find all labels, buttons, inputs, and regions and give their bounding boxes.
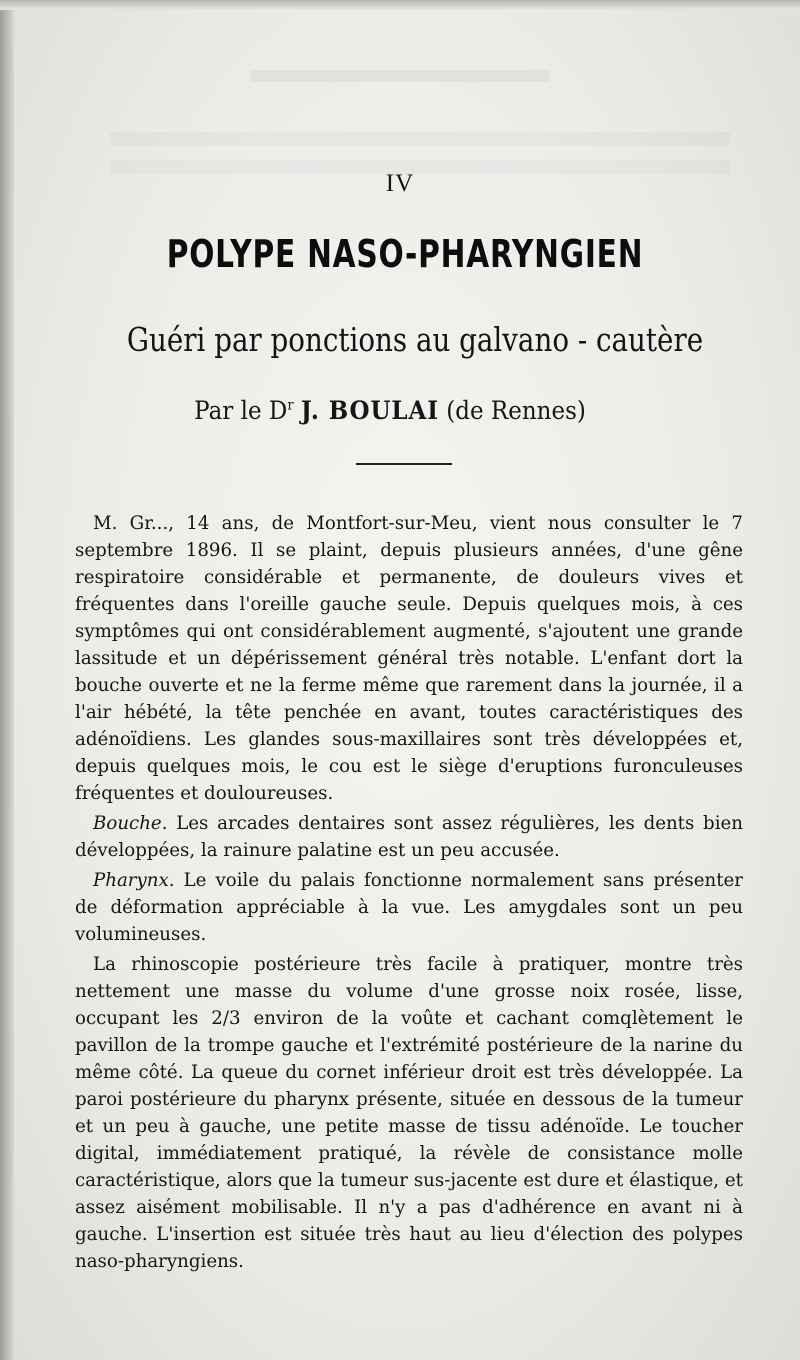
paragraph-rhinoscopy (75, 951, 743, 1275)
section-number: IV (385, 170, 415, 197)
author-title-sup: r (287, 397, 294, 414)
author-prefix: Par le (194, 396, 262, 425)
article-title: POLYPE NASO-PHARYNGIEN (166, 232, 644, 276)
title-divider (356, 463, 452, 465)
author-name: J. BOULAI (300, 396, 439, 425)
page-top-shadow (0, 0, 800, 10)
paragraph-lead: Bouche. (93, 813, 168, 834)
paragraph-text: La rhinoscopie postérieure très facile à pratiquer, montre très nettement une masse du volume d'une grosse noix rosée, lisse, occupant les 2/3 environ de la voûte et cachant comqlètement le pavillon de la trompe gauche et l'extrémité postérieure de la narine du même côté. La queue du cornet inférieur droit est très développée. La paroi postérieure du pharynx présente, située en dessous de la tumeur et un peu à gauche, une petite masse de tissu adénoïde. Le toucher digital, immédiatement pratiqué, la révèle de consistance molle caractéristique, alors que la tumeur sus-jacente est dure et élastique, et assez aisément mobilisable. Il n'y a pas d'adhérence en avant ni à gauche. L'insertion est située très haut au lieu d'élection des polypes naso-pharyngiens. (75, 954, 743, 1272)
paragraph-text: Le voile du palais fonctionne normalement sans présenter de déformation appréciable à la vue. Les amygdales sont un peu volumineuses. (75, 870, 743, 945)
paragraph-mouth (75, 810, 743, 864)
paragraph-pharynx (75, 867, 743, 948)
article-subtitle: Guéri par ponctions au galvano - cautère (126, 320, 704, 359)
show-through-texture (250, 70, 550, 82)
article-body (75, 510, 743, 1278)
author-line (31, 396, 749, 425)
author-title (269, 396, 294, 425)
author-suffix: (de Rennes) (446, 396, 586, 425)
paragraph-text: M. Gr..., 14 ans, de Montfort-sur-Meu, vient nous consulter le 7 septembre 1896. Il se plaint, depuis plusieurs années, d'une gêne respiratoire considérable et permanente, de douleurs vives et fréquentes dans l'oreille gauche seule. Depuis quelques mois, à ces symptômes qui ont considérablement augmenté, s'ajoutent une grande lassitude et un dépérissement général très notable. L'enfant dort la bouche ouverte et ne la ferme même que rarement dans la journée, il a l'air hébété, la tête penchée en avant, toutes caractéristiques des adénoïdiens. Les glandes sous-maxillaires sont très développées et, depuis quelques mois, le cou est le siège d'eruptions furonculeuses fréquentes et douloureuses. (75, 513, 743, 804)
paragraph-text: Les arcades dentaires sont assez régulières, les dents bien développées, la rainure palatine est un peu accusée. (75, 813, 743, 861)
paragraph-lead: Pharynx. (93, 870, 175, 891)
paragraph-history (75, 510, 743, 807)
page-left-shadow (0, 0, 14, 1360)
show-through-texture (110, 132, 730, 146)
author-title-abbr: D (268, 396, 288, 425)
